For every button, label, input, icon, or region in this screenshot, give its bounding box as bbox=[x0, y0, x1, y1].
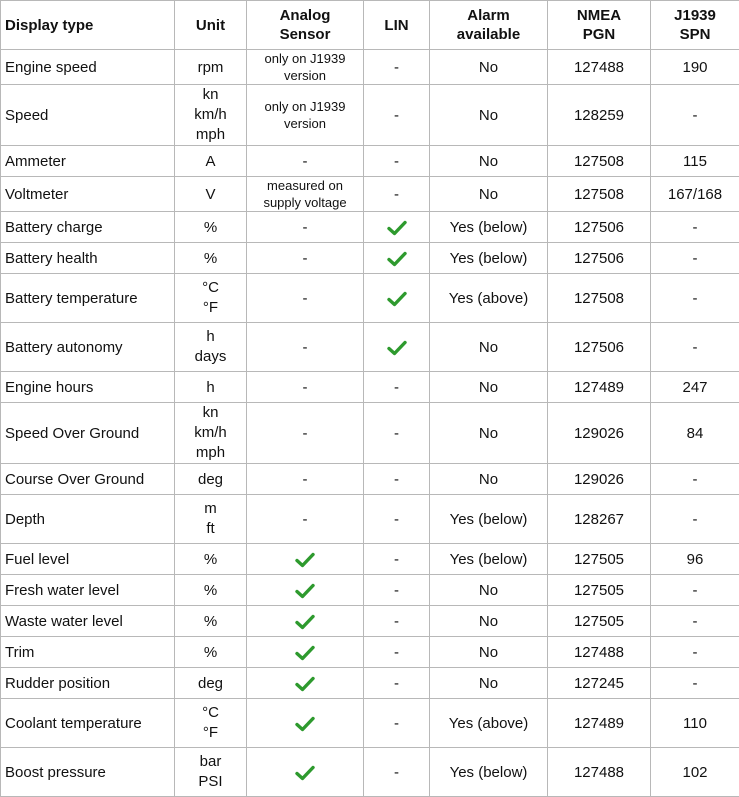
j1939-spn-cell: 110 bbox=[651, 699, 739, 748]
analog-sensor-cell bbox=[247, 637, 364, 668]
j1939-spn-cell: 167/168 bbox=[651, 177, 739, 212]
header-lin: LIN bbox=[364, 1, 430, 50]
table-row bbox=[1, 606, 739, 637]
table-row bbox=[1, 243, 739, 274]
j1939-spn-cell: - bbox=[651, 637, 739, 668]
j1939-spn-cell: 102 bbox=[651, 748, 739, 797]
nmea-pgn-cell: 127488 bbox=[548, 637, 651, 668]
alarm-cell: No bbox=[430, 668, 548, 699]
table-row bbox=[1, 274, 739, 323]
table-row bbox=[1, 372, 739, 403]
nmea-pgn-cell: 127506 bbox=[548, 243, 651, 274]
unit-cell: % bbox=[175, 544, 247, 575]
checkmark-icon bbox=[295, 765, 315, 781]
lin-cell: - bbox=[364, 544, 430, 575]
analog-sensor-cell bbox=[247, 699, 364, 748]
j1939-spn-cell: - bbox=[651, 575, 739, 606]
checkmark-icon bbox=[295, 583, 315, 599]
nmea-pgn-cell: 127505 bbox=[548, 575, 651, 606]
alarm-cell: No bbox=[430, 146, 548, 177]
checkmark-icon bbox=[387, 291, 407, 307]
unit-cell: °C °F bbox=[175, 699, 247, 748]
j1939-spn-cell: 96 bbox=[651, 544, 739, 575]
alarm-cell: Yes (below) bbox=[430, 212, 548, 243]
lin-cell: - bbox=[364, 403, 430, 464]
alarm-cell: No bbox=[430, 606, 548, 637]
table-row bbox=[1, 212, 739, 243]
nmea-pgn-cell: 127488 bbox=[548, 748, 651, 797]
analog-sensor-cell: - bbox=[247, 495, 364, 544]
j1939-spn-cell: - bbox=[651, 606, 739, 637]
table-row bbox=[1, 50, 739, 85]
table-row bbox=[1, 495, 739, 544]
unit-cell: % bbox=[175, 575, 247, 606]
lin-cell: - bbox=[364, 668, 430, 699]
lin-cell bbox=[364, 323, 430, 372]
alarm-cell: Yes (above) bbox=[430, 274, 548, 323]
analog-sensor-cell bbox=[247, 544, 364, 575]
nmea-pgn-cell: 127489 bbox=[548, 372, 651, 403]
header-j1939-spn: J1939 SPN bbox=[651, 1, 739, 50]
display-type-cell: Course Over Ground bbox=[1, 464, 175, 495]
analog-sensor-cell: measured on supply voltage bbox=[247, 177, 364, 212]
table-row bbox=[1, 637, 739, 668]
alarm-cell: No bbox=[430, 177, 548, 212]
j1939-spn-cell: 247 bbox=[651, 372, 739, 403]
lin-cell: - bbox=[364, 606, 430, 637]
header-unit: Unit bbox=[175, 1, 247, 50]
checkmark-icon bbox=[387, 340, 407, 356]
unit-cell: A bbox=[175, 146, 247, 177]
table-row bbox=[1, 575, 739, 606]
analog-sensor-cell: - bbox=[247, 243, 364, 274]
unit-cell: % bbox=[175, 243, 247, 274]
display-type-cell: Ammeter bbox=[1, 146, 175, 177]
unit-cell: h bbox=[175, 372, 247, 403]
display-type-cell: Speed bbox=[1, 85, 175, 146]
unit-cell: bar PSI bbox=[175, 748, 247, 797]
analog-sensor-cell: - bbox=[247, 146, 364, 177]
checkmark-icon bbox=[295, 676, 315, 692]
nmea-pgn-cell: 127505 bbox=[548, 544, 651, 575]
analog-sensor-cell bbox=[247, 575, 364, 606]
table-row bbox=[1, 146, 739, 177]
analog-sensor-cell bbox=[247, 606, 364, 637]
checkmark-icon bbox=[295, 552, 315, 568]
j1939-spn-cell: - bbox=[651, 212, 739, 243]
table-row bbox=[1, 177, 739, 212]
unit-cell: °C °F bbox=[175, 274, 247, 323]
header-display-type: Display type bbox=[1, 1, 175, 50]
table-row bbox=[1, 544, 739, 575]
display-type-cell: Fuel level bbox=[1, 544, 175, 575]
alarm-cell: No bbox=[430, 50, 548, 85]
nmea-pgn-cell: 127508 bbox=[548, 274, 651, 323]
checkmark-icon bbox=[295, 614, 315, 630]
lin-cell: - bbox=[364, 699, 430, 748]
unit-cell: % bbox=[175, 637, 247, 668]
lin-cell: - bbox=[364, 50, 430, 85]
analog-sensor-cell: only on J1939 version bbox=[247, 50, 364, 85]
nmea-pgn-cell: 127508 bbox=[548, 177, 651, 212]
display-type-cell: Coolant temperature bbox=[1, 699, 175, 748]
analog-sensor-cell: - bbox=[247, 274, 364, 323]
lin-cell: - bbox=[364, 85, 430, 146]
alarm-cell: Yes (below) bbox=[430, 544, 548, 575]
display-type-cell: Engine speed bbox=[1, 50, 175, 85]
nmea-pgn-cell: 127506 bbox=[548, 212, 651, 243]
unit-cell: m ft bbox=[175, 495, 247, 544]
j1939-spn-cell: - bbox=[651, 323, 739, 372]
alarm-cell: No bbox=[430, 323, 548, 372]
j1939-spn-cell: - bbox=[651, 464, 739, 495]
unit-cell: deg bbox=[175, 464, 247, 495]
display-type-cell: Engine hours bbox=[1, 372, 175, 403]
lin-cell bbox=[364, 243, 430, 274]
display-type-cell: Boost pressure bbox=[1, 748, 175, 797]
lin-cell bbox=[364, 212, 430, 243]
unit-cell: kn km/h mph bbox=[175, 85, 247, 146]
table-row bbox=[1, 748, 739, 797]
checkmark-icon bbox=[295, 716, 315, 732]
j1939-spn-cell: 84 bbox=[651, 403, 739, 464]
alarm-cell: No bbox=[430, 637, 548, 668]
nmea-pgn-cell: 128259 bbox=[548, 85, 651, 146]
lin-cell: - bbox=[364, 464, 430, 495]
j1939-spn-cell: - bbox=[651, 668, 739, 699]
unit-cell: kn km/h mph bbox=[175, 403, 247, 464]
nmea-pgn-cell: 127506 bbox=[548, 323, 651, 372]
analog-sensor-cell bbox=[247, 668, 364, 699]
lin-cell: - bbox=[364, 372, 430, 403]
lin-cell: - bbox=[364, 575, 430, 606]
alarm-cell: No bbox=[430, 403, 548, 464]
table-row bbox=[1, 464, 739, 495]
j1939-spn-cell: 190 bbox=[651, 50, 739, 85]
j1939-spn-cell: - bbox=[651, 243, 739, 274]
nmea-pgn-cell: 127505 bbox=[548, 606, 651, 637]
table-row bbox=[1, 699, 739, 748]
display-type-cell: Trim bbox=[1, 637, 175, 668]
display-type-cell: Waste water level bbox=[1, 606, 175, 637]
unit-cell: h days bbox=[175, 323, 247, 372]
display-type-cell: Battery autonomy bbox=[1, 323, 175, 372]
analog-sensor-cell: - bbox=[247, 464, 364, 495]
table-row bbox=[1, 323, 739, 372]
j1939-spn-cell: - bbox=[651, 85, 739, 146]
alarm-cell: Yes (below) bbox=[430, 748, 548, 797]
unit-cell: % bbox=[175, 606, 247, 637]
j1939-spn-cell: 115 bbox=[651, 146, 739, 177]
table-row bbox=[1, 668, 739, 699]
analog-sensor-cell: - bbox=[247, 323, 364, 372]
unit-cell: % bbox=[175, 212, 247, 243]
nmea-pgn-cell: 127245 bbox=[548, 668, 651, 699]
checkmark-icon bbox=[295, 645, 315, 661]
nmea-pgn-cell: 128267 bbox=[548, 495, 651, 544]
table-row bbox=[1, 85, 739, 146]
lin-cell bbox=[364, 274, 430, 323]
lin-cell: - bbox=[364, 637, 430, 668]
display-type-cell: Fresh water level bbox=[1, 575, 175, 606]
header-alarm-available: Alarm available bbox=[430, 1, 548, 50]
unit-cell: V bbox=[175, 177, 247, 212]
alarm-cell: Yes (above) bbox=[430, 699, 548, 748]
display-type-cell: Voltmeter bbox=[1, 177, 175, 212]
alarm-cell: No bbox=[430, 85, 548, 146]
alarm-cell: No bbox=[430, 575, 548, 606]
nmea-pgn-cell: 127489 bbox=[548, 699, 651, 748]
table-row bbox=[1, 403, 739, 464]
display-type-cell: Battery charge bbox=[1, 212, 175, 243]
lin-cell: - bbox=[364, 495, 430, 544]
unit-cell: deg bbox=[175, 668, 247, 699]
analog-sensor-cell: - bbox=[247, 372, 364, 403]
display-type-cell: Depth bbox=[1, 495, 175, 544]
lin-cell: - bbox=[364, 146, 430, 177]
header-analog-sensor: Analog Sensor bbox=[247, 1, 364, 50]
j1939-spn-cell: - bbox=[651, 274, 739, 323]
checkmark-icon bbox=[387, 220, 407, 236]
display-type-cell: Speed Over Ground bbox=[1, 403, 175, 464]
analog-sensor-cell: - bbox=[247, 212, 364, 243]
analog-sensor-cell: only on J1939 version bbox=[247, 85, 364, 146]
display-type-cell: Battery health bbox=[1, 243, 175, 274]
j1939-spn-cell: - bbox=[651, 495, 739, 544]
display-type-cell: Rudder position bbox=[1, 668, 175, 699]
analog-sensor-cell: - bbox=[247, 403, 364, 464]
analog-sensor-cell bbox=[247, 748, 364, 797]
nmea-pgn-cell: 129026 bbox=[548, 403, 651, 464]
alarm-cell: Yes (below) bbox=[430, 495, 548, 544]
nmea-pgn-cell: 127488 bbox=[548, 50, 651, 85]
alarm-cell: No bbox=[430, 464, 548, 495]
nmea-pgn-cell: 129026 bbox=[548, 464, 651, 495]
header-row bbox=[1, 1, 739, 50]
header-nmea-pgn: NMEA PGN bbox=[548, 1, 651, 50]
alarm-cell: No bbox=[430, 372, 548, 403]
nmea-pgn-cell: 127508 bbox=[548, 146, 651, 177]
unit-cell: rpm bbox=[175, 50, 247, 85]
lin-cell: - bbox=[364, 748, 430, 797]
checkmark-icon bbox=[387, 251, 407, 267]
lin-cell: - bbox=[364, 177, 430, 212]
display-type-cell: Battery temperature bbox=[1, 274, 175, 323]
alarm-cell: Yes (below) bbox=[430, 243, 548, 274]
